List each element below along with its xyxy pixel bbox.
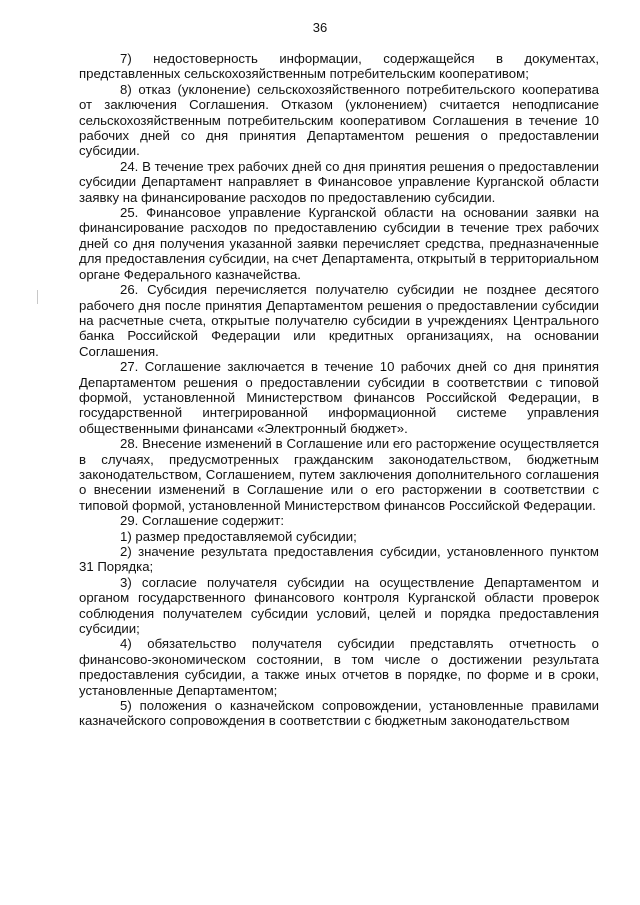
paragraph-27: 27. Соглашение заключается в течение 10 рабочих дней со дня принятия Департаментом решения о предоставлении субсидии в соответствии с типовой формой, установленной Министерством финансов Российской Федерации, в государственной интегрированной информационной системе управления общественными финансами «Электронный бюджет». bbox=[79, 359, 599, 436]
paragraph-item-7: 7) недостоверность информации, содержащейся в документах, представленных сельскохозяйственным потребительским кооперативом; bbox=[79, 51, 599, 82]
document-body bbox=[79, 51, 599, 729]
paragraph-29-item-5: 5) положения о казначейском сопровождении, установленные правилами казначейского сопровождения в соответствии с бюджетным законодательством bbox=[79, 698, 599, 729]
paragraph-29-item-4: 4) обязательство получателя субсидии представлять отчетность о финансово-экономическом состоянии, в том числе о достижении результата предоставления субсидии, а также иных отчетов в порядке, по форме и в сроки, установленные Департаментом; bbox=[79, 636, 599, 698]
paragraph-26: 26. Субсидия перечисляется получателю субсидии не позднее десятого рабочего дня после принятия Департаментом решения о предоставлении субсидии на расчетные счета, открытые получателю субсидии в учреждениях Центрального банка Российской Федерации или кредитных организациях, на основании Соглашения. bbox=[79, 282, 599, 359]
paragraph-item-8: 8) отказ (уклонение) сельскохозяйственного потребительского кооператива от заключения Соглашения. Отказом (уклонением) считается неподписание сельскохозяйственным потребительским кооперативом Соглашения в течение 10 рабочих дней со дня принятия Департаментом решения о предоставлении субсидии. bbox=[79, 81, 599, 159]
paragraph-25: 25. Финансовое управление Курганской области на основании заявки на финансирование расходов по предоставлению субсидии в течение трех рабочих дней со дня получения указанной заявки перечисляет средства, предназначенные для предоставления субсидии, на счет Департамента, открытый в территориальном органе Федерального казначейства. bbox=[79, 205, 599, 282]
page-number: 36 bbox=[312, 20, 328, 35]
paragraph-29-item-1: 1) размер предоставляемой субсидии; bbox=[120, 528, 357, 544]
margin-mark bbox=[37, 290, 38, 304]
paragraph-29-item-3: 3) согласие получателя субсидии на осуществление Департаментом и органом государственного финансового контроля Курганской области проверок соблюдения получателем субсидии условий, целей и порядка предоставления субсидии; bbox=[79, 574, 599, 637]
paragraph-29-item-2: 2) значение результата предоставления субсидии, установленного пунктом 31 Порядка; bbox=[79, 544, 599, 575]
paragraph-28: 28. Внесение изменений в Соглашение или его расторжение осуществляется в случаях, предусмотренных гражданским законодательством, бюджетным законодательством, Соглашением, путем заключения дополнительного соглашения о внесении изменений в Соглашение или о его расторжении в соответствии с типовой формой, установленной Министерством финансов Российской Федерации. bbox=[79, 436, 599, 513]
paragraph-24: 24. В течение трех рабочих дней со дня принятия решения о предоставлении субсидии Департамент направляет в Финансовое управление Курганской области заявку на финансирование расходов по предоставлению субсидии. bbox=[79, 158, 599, 205]
paragraph-29: 29. Соглашение содержит: bbox=[120, 513, 285, 529]
